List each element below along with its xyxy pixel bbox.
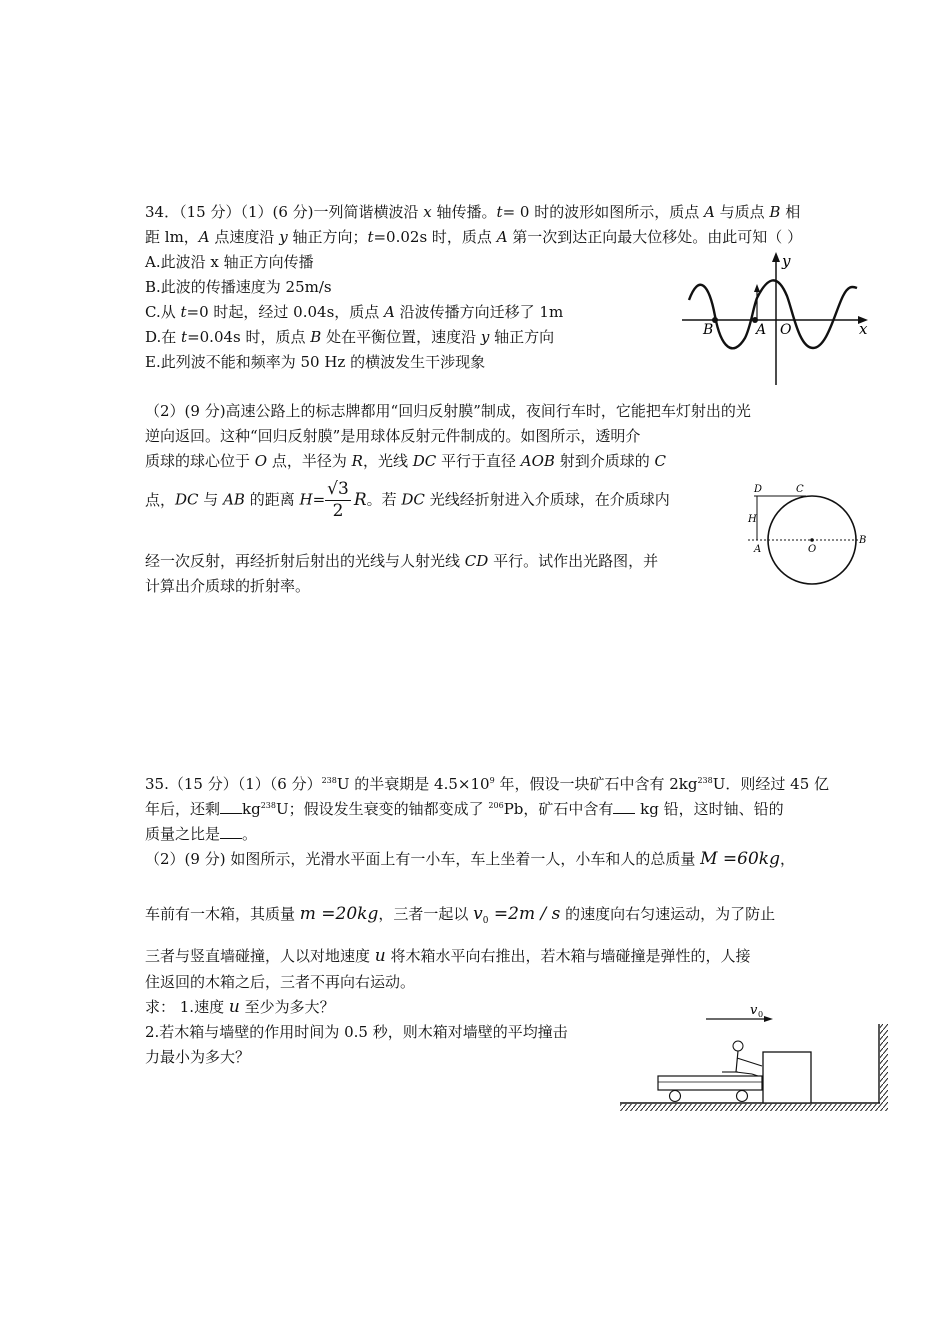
- answer-blank-2[interactable]: [613, 799, 635, 814]
- q35-part2-line-3: 三者与竖直墙碰撞，人以对地速度 u 将木箱水平向右推出，若木箱与墙碰撞是弹性的，人接: [145, 946, 751, 966]
- q34-part2-line-2: 逆向返回。这种“回归反射膜”是用球体反射元件制成的。如图所示，透明介: [145, 427, 641, 445]
- q34-option-d: D.在 t=0.04s 时，质点 B 处在平衡位置，速度沿 y 轴正方向: [145, 328, 555, 346]
- q34-part2-line-1: （2）(9 分)高速公路上的标志牌都用“回归反射膜”制成，夜间行车时，它能把车灯射出的光: [145, 402, 751, 420]
- cart-figure: [618, 1000, 898, 1120]
- label-x: x: [859, 320, 868, 338]
- q34-option-e: E.此列波不能和频率为 50 Hz 的横波发生干涉现象: [145, 353, 486, 371]
- person-arm: [737, 1058, 762, 1066]
- q34-line-2: 距 lm，A 点速度沿 y 轴正方向；t=0.02s 时，质点 A 第一次到达正向最大位移处。由此可知（ ）: [145, 228, 803, 246]
- label-d: D: [754, 484, 763, 495]
- wall-hatch: [880, 1024, 888, 1111]
- label-b: B: [703, 322, 714, 338]
- q35-line-1: 35.（15 分）（1）（6 分）$^{238}$U 的半衰期是 $4.5\times 10^9$ 年，假设一块矿石中含有 $2kg^{238}U$．则经过 45 亿: [145, 775, 829, 793]
- v0-arrowhead: [764, 1016, 773, 1022]
- q34-option-b: B.此波的传播速度为 25m/s: [145, 278, 332, 296]
- eq-v0: v: [473, 904, 483, 924]
- q35-question-1: 求： 1.速度 u 至少为多大？: [145, 997, 335, 1017]
- velocity-arrowhead: [754, 284, 760, 292]
- label-y: y: [782, 252, 791, 270]
- eq-mass-m: M =60kg: [700, 849, 780, 869]
- label-v: v: [750, 1003, 758, 1018]
- answer-blank-3[interactable]: [220, 824, 242, 839]
- q35-question-2a: 2.若木箱与墙壁的作用时间为 0.5 秒，则木箱对墙壁的平均撞击: [145, 1023, 568, 1041]
- answer-blank-1[interactable]: [220, 799, 242, 814]
- q35-line-2: 年后，还剩 $kg^{238}U$；假设发生衰变的铀都变成了 $^{206}$Pb，矿石中含有 kg 铅，这时铀、铅的: [145, 800, 784, 818]
- fraction-sqrt3-over-2: $\frac{√3}{2}$: [327, 479, 349, 521]
- label-b: B: [859, 535, 867, 546]
- person-body: [736, 1051, 738, 1072]
- q34-option-c: C.从 t=0 时起，经过 0.04s，质点 A 沿波传播方向迁移了 1m: [145, 303, 564, 321]
- ground-hatch: [620, 1104, 880, 1111]
- eq-mass-small-m: m =20kg: [299, 904, 379, 924]
- cart-wheel-left: [670, 1091, 681, 1102]
- q34-line-1: 34．（15 分）（1）(6 分)一列简谐横波沿 x 轴传播。t= 0 时的波形如图所示，质点 A 与质点 B 相: [145, 203, 801, 221]
- q35-line-3: 质量之比是 。: [145, 825, 258, 843]
- q35-part2-line-2: 车前有一木箱，其质量 m =20kg，三者一起以 $v_0 =2m / s$ 的速度向右匀速运动，为了防止: [145, 904, 776, 926]
- label-a: A: [754, 544, 762, 555]
- label-h: H: [748, 514, 757, 525]
- q34-part2-line-4: 点，DC 与 AB 的距离 H= $\frac{√3}{2}$ R。若 DC 光线经折射进入介质球，在介质球内: [145, 479, 670, 521]
- wave-curve: [689, 280, 857, 348]
- q34-part2-line-3: 质球的球心位于 O 点，半径为 R，光线 DC 平行于直径 AOB 射到介质球的 C: [145, 452, 666, 470]
- label-o: O: [808, 544, 817, 555]
- sphere-figure: [740, 478, 880, 593]
- q34-part2-line-6: 计算出介质球的折射率。: [145, 577, 311, 595]
- label-c: C: [796, 484, 804, 495]
- q34-part2-line-5: 经一次反射，再经折射后射出的光线与人射光线 CD 平行。试作出光路图，并: [145, 552, 659, 570]
- center-dot: [810, 538, 814, 542]
- q35-question-2b: 力最小为多大？: [145, 1048, 251, 1066]
- q35-part2-line-4: 住返回的木箱之后，三者不再向右运动。: [145, 973, 416, 991]
- cart-wheel-right: [737, 1091, 748, 1102]
- wooden-box: [763, 1052, 811, 1103]
- person-head: [733, 1041, 743, 1051]
- q34-option-a: A.此波沿 x 轴正方向传播: [145, 253, 314, 271]
- label-a: A: [756, 322, 767, 338]
- person-leg: [736, 1072, 752, 1074]
- q35-part2-line-1: （2）(9 分) 如图所示，光滑水平面上有一小车，车上坐着一人，小车和人的总质量 M =60kg，: [145, 849, 795, 869]
- y-axis-arrow: [772, 252, 780, 262]
- wave-figure: [675, 248, 875, 388]
- label-o: O: [780, 322, 792, 338]
- label-v-sub0: 0: [758, 1010, 764, 1019]
- cart-body: [658, 1076, 762, 1090]
